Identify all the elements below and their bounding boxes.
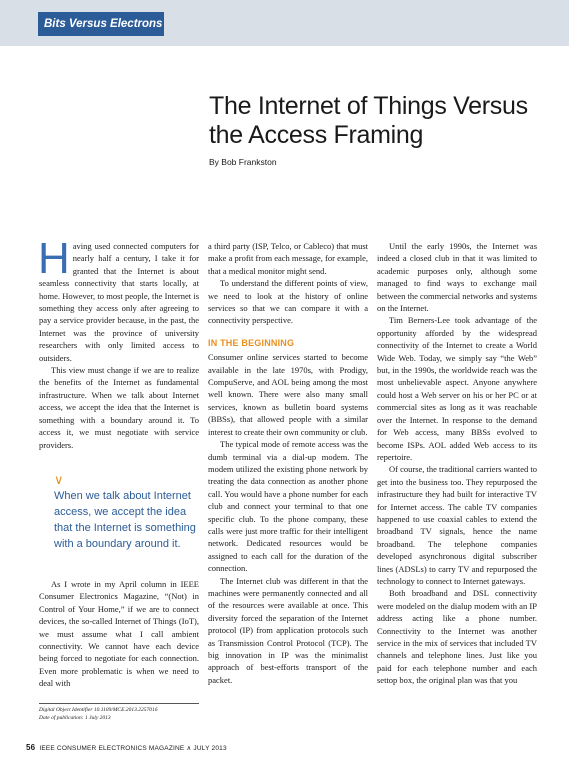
paragraph: Both broadband and DSL connectivity were modeled on the dialup modem with an IP address acting like a phone number. Connectivity to the Internet was another service in the mix of services that included TV channels and telephone lines. Just like you paid for each telephone number and each settop box, the original plan was that you [377, 588, 537, 686]
paragraph: To understand the different points of view, we need to look at the history of online services so that we can compare it with a connectivity perspective. [208, 278, 368, 326]
column-2 [208, 240, 368, 686]
paragraph: The Internet club was different in that the machines were permanently connected and all of the resources were available at once. This diversity forced the separation of the Internet protocol (IP) from application protocols such as Transmission Control Protocol (TCP). The big innovation in IP was the minimalist approach of best-efforts transport of the packet. [208, 575, 368, 685]
paragraph: Having used connected computers for nearly half a century, I take it for granted that the Internet is about seamless connectivity that starts locally, at home. However, to most people, the Internet is something they access only after agreeing to pay a service provider because, in the past, the Internet was the province of university researchers with only limited access to outsiders. [38, 234, 199, 363]
byline: By Bob Frankston [209, 157, 277, 167]
pull-quote-text: When we talk about Internet access, we accept the idea that the Internet is something with a boundary around it. [54, 490, 196, 550]
column-1-continued [39, 578, 199, 690]
column-1 [38, 234, 199, 451]
section-label: Bits Versus Electrons [38, 12, 164, 36]
drop-cap: H [38, 234, 70, 283]
section-subhead: IN THE BEGINNING [208, 337, 295, 348]
article-title: The Internet of Things Versus the Access Framing [209, 92, 528, 149]
column-3 [377, 240, 537, 687]
header-band [0, 0, 569, 46]
paragraph: Until the early 1990s, the Internet was indeed a closed club in that it was limited to academic purposes only, although some managed to find ways to exchange mail between the commercial networks and systems on the Internet. [377, 241, 537, 314]
page-number: 56 [26, 743, 36, 752]
footnote-divider [39, 703, 199, 704]
footer-text: IEEE CONSUMER ELECTRONICS MAGAZINE ∧ JULY 2013 [39, 745, 227, 752]
paragraph: Consumer online services started to become available in the late 1970s, with Prodigy, CompuServe, and AOL being among the most well known. There were also many small services, known as bulletin board systems (BBSs), that allowed people with a similar interest to create their own community or club. [208, 352, 368, 437]
paragraph: The typical mode of remote access was the dumb terminal via a dial-up modem. The modem utilized the existing phone network by treating the data connection as another phone call. You would have a phone number for each club and connect your terminal to that one specific club. To the phone company, these calls were just more traffic for their intelligent network. Dedicated resources would be assigned to each call for the duration of the connection. [208, 439, 368, 574]
paragraph: Of course, the traditional carriers wanted to get into the business too. They repurposed the infrastructure they had built for interactive TV for Internet access. The cable TV companies happened to use coaxial cables to extend the broadband TV signals, hence the name broadband. The telephone companies developed asynchronous digital subscriber lines (ADSLs) to carry TV and repurposed the technology to connect to Internet gateways. [377, 464, 537, 586]
footnote [39, 706, 204, 722]
paragraph: a third party (ISP, Telco, or Cablеco) that must make a profit from each message, for example, that a medical monitor might send. [208, 241, 368, 276]
page-footer [26, 743, 227, 752]
paragraph: This view must change if we are to realize the benefits of the Internet as fundamental infrastructure. When we talk about Internet access, we accept the idea that the Internet is something with a boundary around it. To access it, we must negotiate with service providers. [39, 365, 199, 450]
publication-date-line: Date of publication: 1 July 2013 [39, 715, 111, 721]
chevron-down-icon: ∨ [54, 472, 64, 487]
paragraph: As I wrote in my April column in IEEE Consumer Electronics Magazine, “(Not) in Control of Your Home,” if we are to connect devices, the so-called Internet of Things (IoT), we must assume what I call ambient connectivity. We cannot have each device being forced to negotiate for each connection. Even more problematic is when we need to deal with [39, 579, 199, 689]
paragraph: Tim Berners-Lee took advantage of the opportunity afforded by the widespread connectivity of the Internet to create a World Wide Web. Today, we simply say “the Web” but, in the 1990s, the worldwide reach was the most unbelievable aspect. Anyone anywhere could host a Web server on his or her PC or at commercial sites as long as it was reachable over the Internet. In response to the demand for Web access, many BBSs evolved to become ISPs. AOL added Web access to its repertoire. [377, 315, 537, 462]
pull-quote [54, 474, 204, 552]
doi-line: Digital Object Identifier 10.1109/MCE.2013.2257016 [39, 707, 158, 713]
